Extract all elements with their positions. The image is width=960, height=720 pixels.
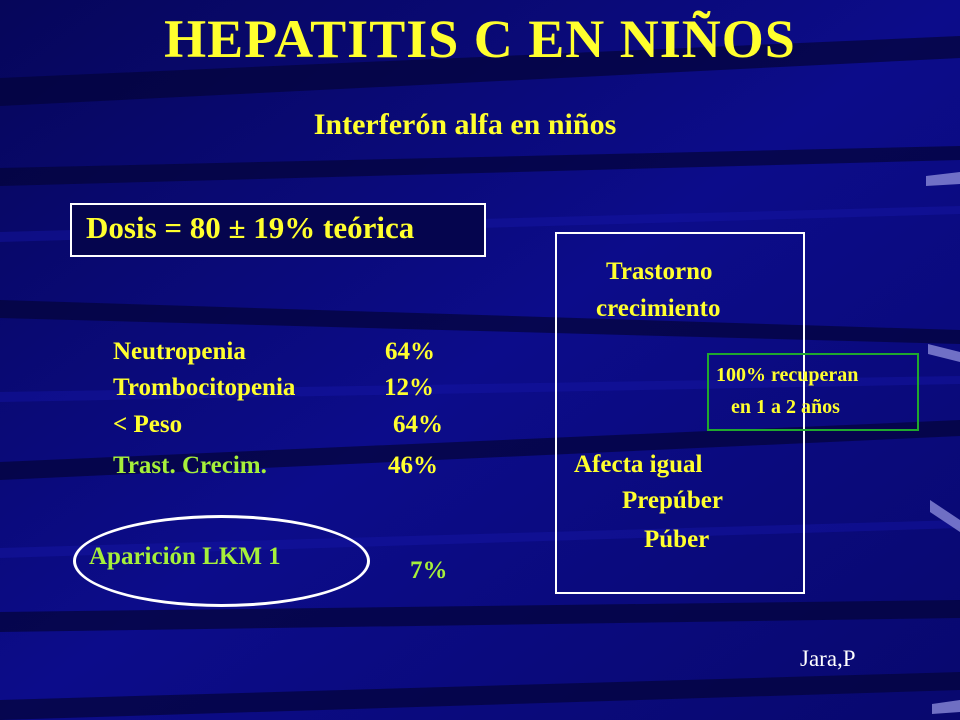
effect-label-trast-crecim: Trast. Crecim. [113, 452, 267, 479]
growth-line-5: Púber [644, 526, 710, 553]
growth-line-2: crecimiento [596, 295, 721, 322]
effect-value-neutropenia: 64% [385, 338, 435, 365]
growth-line-4: Prepúber [622, 487, 723, 514]
effect-value-peso: 64% [393, 411, 443, 438]
slide-subtitle: Interferón alfa en niños [313, 108, 617, 141]
growth-line-1: Trastorno [606, 258, 713, 285]
effect-label-peso: < Peso [113, 411, 183, 438]
effect-label-neutropenia: Neutropenia [113, 338, 246, 365]
recovery-line-2: en 1 a 2 años [731, 396, 840, 418]
recovery-line-1: 100% recuperan [716, 364, 859, 386]
lkm-label: Aparición LKM 1 [89, 543, 281, 570]
effect-label-trombocitopenia: Trombocitopenia [113, 374, 296, 401]
growth-line-3: Afecta igual [574, 451, 703, 478]
lkm-value: 7% [410, 557, 448, 584]
effect-value-trombocitopenia: 12% [384, 374, 434, 401]
slide-title: HEPATITIS C EN NIÑOS [164, 9, 796, 69]
author-credit: Jara,P [800, 646, 856, 671]
effect-value-trast-crecim: 46% [388, 452, 438, 479]
dose-text: Dosis = 80 ± 19% teórica [86, 210, 415, 245]
